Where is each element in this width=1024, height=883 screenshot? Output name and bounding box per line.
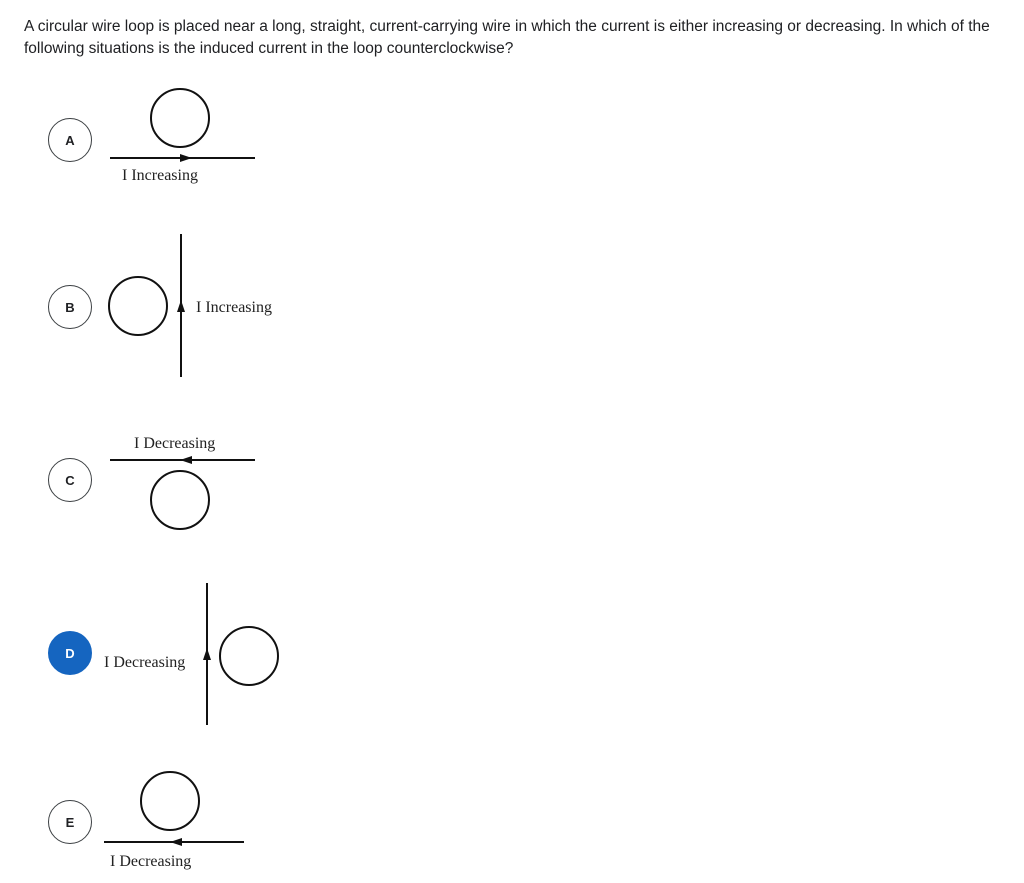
current-label: I Increasing (122, 167, 198, 184)
current-arrow (180, 456, 192, 464)
current-arrow (203, 648, 211, 660)
option-c-badge[interactable]: C (48, 458, 92, 502)
wire-loop (220, 627, 278, 685)
question-text: A circular wire loop is placed near a long, straight, current-carrying wire in which the current is either increasing or decreasing. In which of the following situations is the induced current in the loop counterclockwise? (24, 18, 990, 57)
current-label: I Increasing (196, 299, 272, 316)
wire-loop (151, 471, 209, 529)
current-label: I Decreasing (104, 654, 186, 671)
current-arrow (177, 300, 185, 312)
diagram-b (100, 232, 290, 382)
option-b-badge[interactable]: B (48, 285, 92, 329)
current-arrow (170, 838, 182, 846)
option-a-badge[interactable]: A (48, 118, 92, 162)
wire-loop (141, 772, 199, 830)
option-e-badge[interactable]: E (48, 800, 92, 844)
wire-loop (109, 277, 167, 335)
option-d-badge[interactable]: D (48, 631, 92, 675)
current-label: I Decreasing (134, 435, 216, 452)
diagram-c (100, 428, 270, 538)
current-label: I Decreasing (110, 853, 192, 870)
diagram-d (100, 580, 290, 730)
diagram-e (100, 764, 270, 874)
